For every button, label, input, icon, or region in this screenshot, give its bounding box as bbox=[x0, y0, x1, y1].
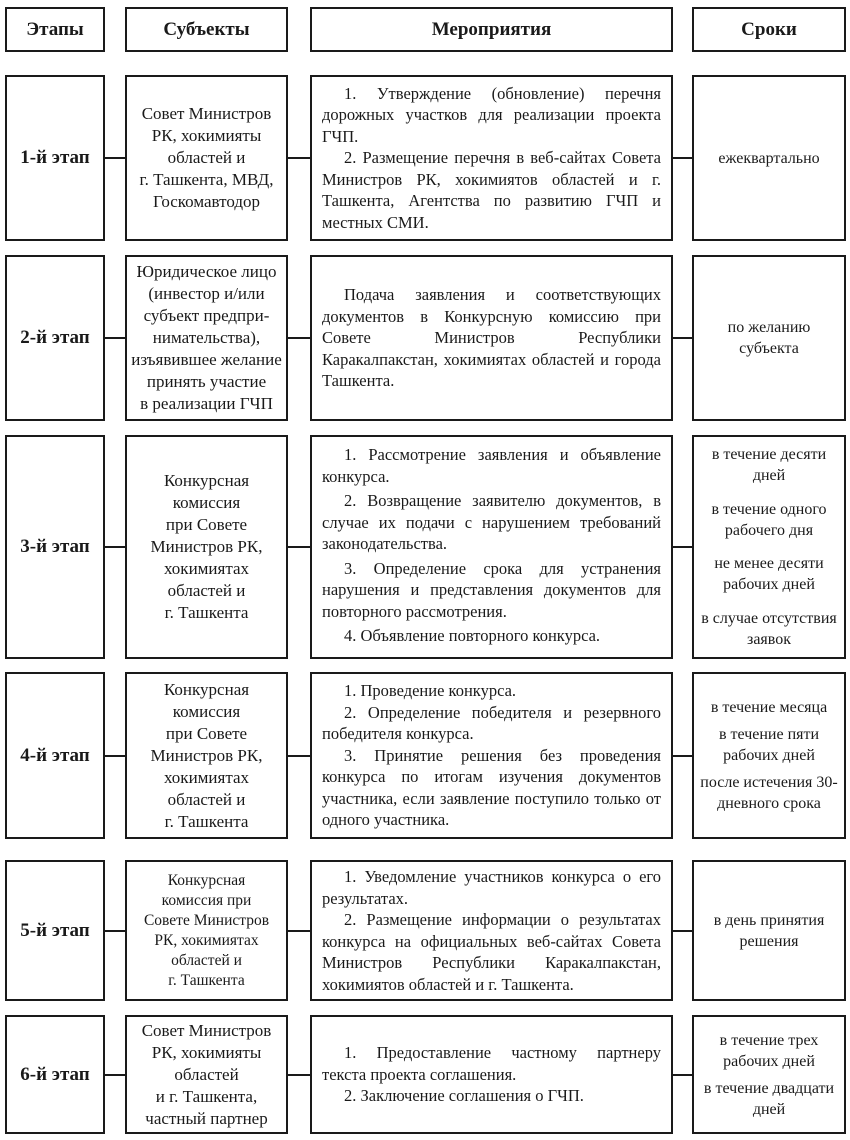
activity-item: 4. Объявление повторного конкурса. bbox=[344, 626, 601, 646]
connector-line bbox=[673, 546, 692, 548]
stage-box-6 bbox=[5, 1015, 105, 1134]
subject-line: Госкомавтодор bbox=[152, 192, 261, 211]
subjects-box-4 bbox=[125, 672, 288, 839]
activity-item: 2. Определение победителя и резервного победителя конкурса. bbox=[322, 702, 661, 744]
connector-line bbox=[288, 546, 310, 548]
connector-line bbox=[288, 1074, 310, 1076]
term-item: ежеквартально bbox=[718, 149, 820, 167]
term-item: в течение десяти дней bbox=[711, 446, 827, 484]
subject-line: областей и bbox=[167, 148, 246, 167]
stage-box-5 bbox=[5, 860, 105, 1001]
header-terms bbox=[692, 7, 846, 52]
term-item: в течение месяца bbox=[710, 699, 828, 716]
stage-label: 5-й этап bbox=[20, 919, 90, 941]
subject-line: хокимиятах bbox=[163, 767, 250, 787]
activity-item: 2. Размещение перечня в веб-сайтах Совета Министров РК, хокимиятов областей и г. Ташкента, Агентства по развитию ГЧП и местных СМИ. bbox=[322, 148, 661, 232]
subject-line: хокимиятах bbox=[163, 559, 250, 578]
connector-line bbox=[288, 755, 310, 757]
term-item: не менее десяти рабочих дней bbox=[714, 555, 824, 594]
term-item: в течение пяти рабочих дней bbox=[718, 726, 820, 764]
stage-box-3 bbox=[5, 435, 105, 659]
connector-line bbox=[673, 930, 692, 932]
subject-line: и г. Ташкента, bbox=[155, 1086, 258, 1106]
subjects-box-6 bbox=[125, 1015, 288, 1134]
subject-line: комиссия bbox=[172, 493, 241, 512]
subjects-box-5 bbox=[125, 860, 288, 1001]
stage-label: 4-й этап bbox=[20, 744, 90, 766]
subject-line: Совет Министров bbox=[141, 104, 272, 123]
subject-line: в реализации ГЧП bbox=[140, 394, 273, 413]
subjects-box-3 bbox=[125, 435, 288, 659]
connector-line bbox=[288, 157, 310, 159]
subject-line: изъявившее желание bbox=[131, 350, 282, 369]
activity-item: 1. Уведомление участников конкурса о его результатах. bbox=[322, 867, 661, 908]
activities-box-3 bbox=[310, 435, 673, 659]
activity-item: 2. Заключение соглашения о ГЧП. bbox=[344, 1086, 584, 1106]
subject-line: г. Ташкента bbox=[164, 603, 249, 622]
subject-line: областей и bbox=[171, 951, 242, 969]
stage-box-4 bbox=[5, 672, 105, 839]
stage-box-2 bbox=[5, 255, 105, 421]
subject-line: Конкурсная bbox=[163, 679, 250, 699]
subject-line: комиссия при bbox=[161, 891, 252, 909]
connector-line bbox=[105, 337, 125, 339]
subject-line: Министров РК, bbox=[150, 745, 263, 765]
connector-line bbox=[673, 337, 692, 339]
stage-box-1 bbox=[5, 75, 105, 241]
connector-line bbox=[105, 157, 125, 159]
connector-line bbox=[673, 755, 692, 757]
term-item: по желанию субъекта bbox=[727, 319, 811, 357]
subject-line: принять участие bbox=[146, 372, 267, 391]
term-item: в день принятия решения bbox=[713, 911, 825, 950]
header-subjects-label: Субъекты bbox=[163, 18, 250, 40]
subject-line: областей и bbox=[167, 581, 246, 600]
connector-line bbox=[105, 930, 125, 932]
activities-box-2 bbox=[310, 255, 673, 421]
stage-label: 2-й этап bbox=[20, 327, 90, 348]
connector-line bbox=[105, 755, 125, 757]
terms-box-1 bbox=[692, 75, 846, 241]
terms-box-6 bbox=[692, 1015, 846, 1134]
connector-line bbox=[105, 1074, 125, 1076]
subject-line: РК, хокимияты bbox=[151, 126, 262, 145]
terms-box-2 bbox=[692, 255, 846, 421]
subject-line: Министров РК, bbox=[150, 537, 263, 556]
subject-line: субъект предпри- bbox=[143, 306, 270, 325]
subject-line: при Совете bbox=[165, 723, 248, 743]
term-item: в течение одного рабочего дня bbox=[711, 500, 827, 539]
activity-item: 3. Определение срока для устранения нарушения и представления документов для повторного рассмотрения. bbox=[322, 558, 661, 621]
subject-line: комиссия bbox=[172, 701, 241, 721]
subjects-box-2 bbox=[125, 255, 288, 421]
activity-item: Подача заявления и соответствующих документов в Конкурсную комиссию при Совете Министров Республики Каракалпакстан, хокимиятах областей и города Ташкента. bbox=[322, 285, 661, 391]
subjects-box-1 bbox=[125, 75, 288, 241]
header-stages bbox=[5, 7, 105, 52]
stage-label: 6-й этап bbox=[20, 1063, 90, 1085]
header-activities-label: Мероприятия bbox=[431, 18, 552, 40]
subject-line: областей и bbox=[167, 789, 246, 809]
connector-line bbox=[288, 930, 310, 932]
stage-label: 3-й этап bbox=[20, 536, 90, 557]
header-subjects bbox=[125, 7, 288, 52]
term-item: в случае отсутствия заявок bbox=[701, 609, 837, 648]
term-item: в течение трех рабочих дней bbox=[719, 1031, 819, 1070]
subject-line: г. Ташкента, МВД, bbox=[139, 170, 274, 189]
subject-line: частный партнер bbox=[145, 1108, 268, 1128]
subject-line: (инвестор и/или bbox=[148, 284, 265, 303]
connector-line bbox=[105, 546, 125, 548]
subject-line: РК, хокимияты bbox=[151, 1042, 262, 1062]
subject-line: Совете Министров bbox=[143, 911, 270, 929]
header-stages-label: Этапы bbox=[26, 18, 84, 40]
term-item: в течение двадцати дней bbox=[703, 1079, 835, 1118]
terms-box-3 bbox=[692, 435, 846, 659]
subject-line: Конкурсная bbox=[163, 471, 250, 490]
terms-box-5 bbox=[692, 860, 846, 1001]
activity-item: 1. Рассмотрение заявления и объявление конкурса. bbox=[322, 445, 661, 486]
subject-line: г. Ташкента bbox=[168, 971, 245, 989]
subject-line: Юридическое лицо bbox=[136, 262, 277, 281]
activity-item: 3. Принятие решения без проведения конкурса по итогам изучения документов участника, если заявление поступило только от одного участника. bbox=[322, 745, 661, 830]
subject-line: РК, хокимиятах bbox=[154, 931, 259, 949]
activities-box-6 bbox=[310, 1015, 673, 1134]
subject-line: областей bbox=[174, 1064, 239, 1084]
activity-item: 2. Размещение информации о результатах конкурса на официальных веб-сайтах Совета Министров Республики Каракалпакстан, хокимиятов областей и г. Ташкента. bbox=[322, 910, 661, 994]
term-item: после истечения 30-дневного срока bbox=[700, 774, 838, 812]
activities-box-4 bbox=[310, 672, 673, 839]
stage-label: 1-й этап bbox=[20, 147, 90, 168]
connector-line bbox=[673, 157, 692, 159]
connector-line bbox=[673, 1074, 692, 1076]
header-activities bbox=[310, 7, 673, 52]
subject-line: при Совете bbox=[165, 515, 248, 534]
subject-line: Конкурсная bbox=[167, 871, 246, 889]
terms-box-4 bbox=[692, 672, 846, 839]
activities-box-5 bbox=[310, 860, 673, 1001]
connector-line bbox=[288, 337, 310, 339]
subject-line: нимательства), bbox=[152, 328, 261, 347]
activity-item: 1. Предоставление частному партнеру текста проекта соглашения. bbox=[322, 1043, 661, 1084]
activity-item: 1. Утверждение (обновление) перечня дорожных участков для реализации проекта ГЧП. bbox=[322, 83, 661, 146]
subject-line: г. Ташкента bbox=[164, 811, 249, 831]
header-terms-label: Сроки bbox=[741, 18, 797, 40]
subject-line: Совет Министров bbox=[141, 1020, 272, 1040]
activities-box-1 bbox=[310, 75, 673, 241]
activity-item: 1. Проведение конкурса. bbox=[344, 681, 517, 701]
activity-item: 2. Возвращение заявителю документов, в случае их подачи с нарушением требований законодательства. bbox=[322, 491, 661, 554]
